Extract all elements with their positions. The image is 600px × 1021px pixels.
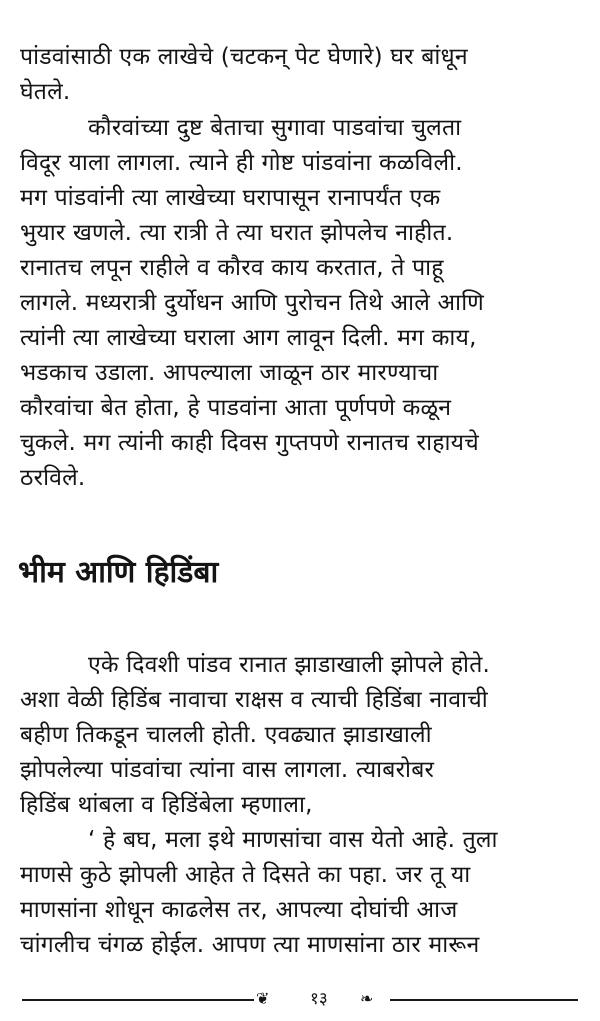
- footer-rule-right: [390, 999, 578, 1001]
- paragraph-2-line-5: रानातच लपून राहीले व कौरव काय करतात, ते पाहू: [20, 255, 444, 281]
- section-heading: भीम आणि हिडिंबा: [18, 555, 219, 590]
- ornament-right-icon: ❧: [360, 989, 374, 1008]
- paragraph-4-line-3: माणसांना शोधून काढलेस तर, आपल्या दोघांची आज: [20, 897, 458, 923]
- page-footer: [22, 988, 578, 1012]
- paragraph-3-line-1: एके दिवशी पांडव रानात झाडाखाली झोपले होते.: [88, 652, 491, 678]
- paragraph-2-line-9: कौरवांचा बेत होता, हे पाडवांना आता पूर्णपणे कळून: [20, 395, 452, 421]
- paragraph-4-line-2: माणसे कुठे झोपली आहेत ते दिसते का पहा. जर तू या: [20, 862, 471, 888]
- paragraph-4-line-1: ‘ हे बघ, मला इथे माणसांचा वास येतो आहे. तुला: [88, 827, 498, 853]
- paragraph-2-line-6: लागले. मध्यरात्री दुर्योधन आणि पुरोचन तिथे आले आणि: [20, 290, 485, 316]
- paragraph-2-line-4: भुयार खणले. त्या रात्री ते त्या घरात झोपलेच नाहीत.: [20, 220, 454, 246]
- ornament-left-icon: ❦: [256, 989, 270, 1008]
- paragraph-4-line-4: चांगलीच चंगळ होईल. आपण त्या माणसांना ठार मारून: [20, 932, 480, 958]
- paragraph-1-line-2: घेतले.: [20, 79, 71, 105]
- paragraph-2-line-11: ठरविले.: [20, 465, 86, 491]
- paragraph-3-line-3: बहीण तिकडून चालली होती. एवढ्यात झाडाखाली: [20, 722, 432, 748]
- footer-rule-left: [22, 999, 254, 1001]
- paragraph-2-line-3: मग पांडवांनी त्या लाखेच्या घरापासून रानापर्यंत एक: [20, 185, 441, 211]
- paragraph-1-line-1: पांडवांसाठी एक लाखेचे (चटकन् पेट घेणारे) घर बांधून: [20, 44, 468, 70]
- paragraph-2-line-7: त्यांनी त्या लाखेच्या घराला आग लावून दिली. मग काय,: [20, 325, 477, 351]
- paragraph-2-line-1: कौरवांच्या दुष्ट बेताचा सुगावा पाडवांचा चुलता: [88, 115, 462, 141]
- paragraph-3-line-2: अशा वेळी हिडिंब नावाचा राक्षस व त्याची हिडिंबा नावाची: [20, 687, 488, 713]
- paragraph-2-line-8: भडकाच उडाला. आपल्याला जाळून ठार मारण्याचा: [20, 360, 439, 386]
- page-number: १३: [310, 989, 328, 1009]
- paragraph-2-line-2: विदूर याला लागला. त्याने ही गोष्ट पांडवांना कळविली.: [20, 150, 463, 176]
- paragraph-2-line-10: चुकले. मग त्यांनी काही दिवस गुप्तपणे रानातच राहायचे: [20, 430, 479, 456]
- paragraph-3-line-4: झोपलेल्या पांडवांचा त्यांना वास लागला. त्याबरोबर: [20, 757, 435, 783]
- paragraph-3-line-5: हिडिंब थांबला व हिडिंबेला म्हणाला,: [20, 792, 313, 818]
